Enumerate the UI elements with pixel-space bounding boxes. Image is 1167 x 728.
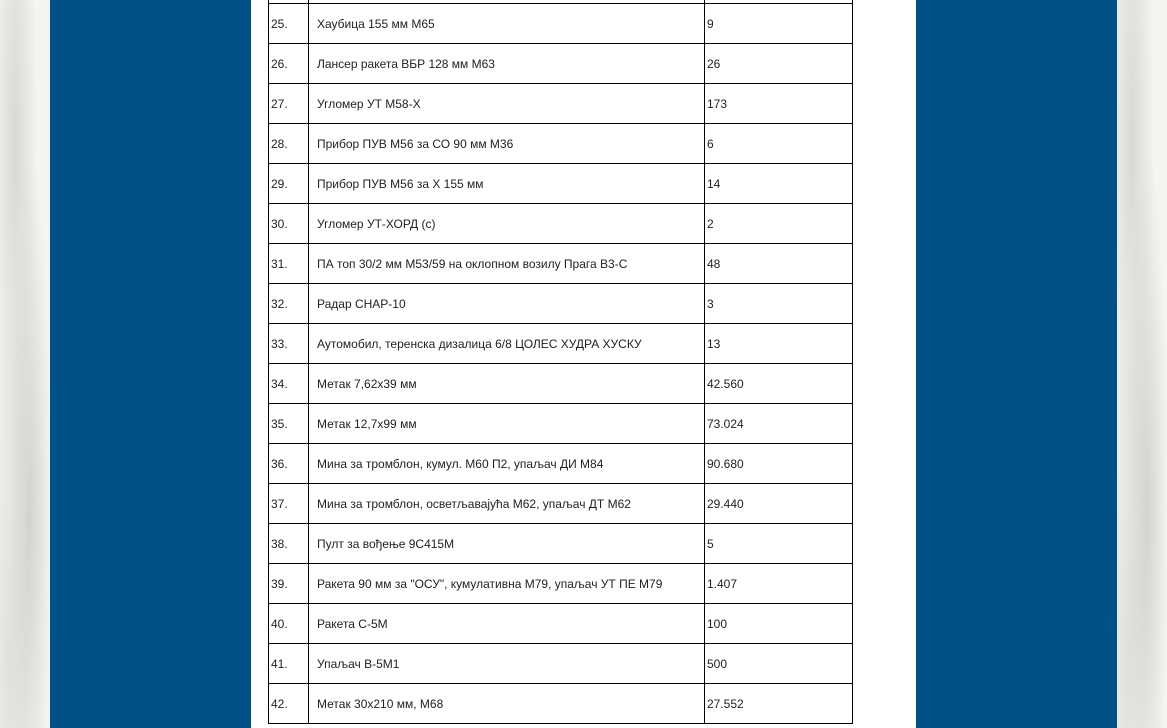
item-quantity: 73.024 <box>705 404 853 444</box>
item-quantity: 90.680 <box>705 444 853 484</box>
item-quantity: 5 <box>705 524 853 564</box>
item-quantity: 27.552 <box>705 684 853 724</box>
row-number: 29. <box>269 164 309 204</box>
table-row <box>269 684 853 724</box>
item-name: Метак 7,62х39 мм <box>309 364 705 404</box>
item-quantity: 2 <box>705 204 853 244</box>
row-number: 38. <box>269 524 309 564</box>
row-number: 39. <box>269 564 309 604</box>
table-row <box>269 324 853 364</box>
item-name: Мина за тромблон, кумул. М60 П2, упаљач ДИ М84 <box>309 444 705 484</box>
table-row <box>269 484 853 524</box>
item-name: Прибор ПУВ М56 за СО 90 мм М36 <box>309 124 705 164</box>
item-quantity: 42.560 <box>705 364 853 404</box>
item-name: Ракета 90 мм за "ОСУ", кумулативна М79, упаљач УТ ПЕ М79 <box>309 564 705 604</box>
table-row <box>269 524 853 564</box>
item-name: Лансер ракета ВБР 128 мм М63 <box>309 44 705 84</box>
item-quantity: 6 <box>705 124 853 164</box>
item-quantity: 9 <box>705 4 853 44</box>
item-quantity: 100 <box>705 604 853 644</box>
table-row <box>269 124 853 164</box>
row-number: 25. <box>269 4 309 44</box>
item-name: Радар СНАР-10 <box>309 284 705 324</box>
background-decoration-left <box>0 0 50 728</box>
item-quantity: 173 <box>705 84 853 124</box>
item-name: Упаљач В-5М1 <box>309 644 705 684</box>
row-number: 32. <box>269 284 309 324</box>
item-quantity: 14 <box>705 164 853 204</box>
item-quantity: 26 <box>705 44 853 84</box>
item-name: Прибор ПУВ М56 за Х 155 мм <box>309 164 705 204</box>
background-decoration-right <box>1117 0 1167 728</box>
table-row <box>269 404 853 444</box>
row-number: 35. <box>269 404 309 444</box>
item-name: Пулт за вођење 9С415М <box>309 524 705 564</box>
table-row <box>269 364 853 404</box>
item-name: ПА топ 30/2 мм М53/59 на оклопном возилу Прага В3-С <box>309 244 705 284</box>
row-number: 27. <box>269 84 309 124</box>
row-number: 31. <box>269 244 309 284</box>
row-number: 33. <box>269 324 309 364</box>
row-number: 26. <box>269 44 309 84</box>
row-number: 34. <box>269 364 309 404</box>
item-name: Метак 30х210 мм, М68 <box>309 684 705 724</box>
item-name: Угломер УТ М58-Х <box>309 84 705 124</box>
item-quantity: 29.440 <box>705 484 853 524</box>
row-number: 40. <box>269 604 309 644</box>
item-quantity: 13 <box>705 324 853 364</box>
table-row <box>269 564 853 604</box>
table-row <box>269 4 853 44</box>
inventory-table <box>268 0 853 724</box>
row-number: 30. <box>269 204 309 244</box>
table-row <box>269 44 853 84</box>
table-row <box>269 644 853 684</box>
row-number: 37. <box>269 484 309 524</box>
table-row <box>269 164 853 204</box>
item-name: Аутомобил, теренска дизалица 6/8 ЦОЛЕС ХУДРА ХУСКУ <box>309 324 705 364</box>
item-quantity: 3 <box>705 284 853 324</box>
table-row <box>269 604 853 644</box>
item-name: Ракета С-5М <box>309 604 705 644</box>
item-name: Угломер УТ-ХОРД (с) <box>309 204 705 244</box>
table-row <box>269 84 853 124</box>
table-row <box>269 284 853 324</box>
row-number: 36. <box>269 444 309 484</box>
table-row <box>269 244 853 284</box>
item-name: Хаубица 155 мм М65 <box>309 4 705 44</box>
item-quantity: 500 <box>705 644 853 684</box>
item-quantity: 1.407 <box>705 564 853 604</box>
item-quantity: 48 <box>705 244 853 284</box>
row-number: 42. <box>269 684 309 724</box>
table-row <box>269 444 853 484</box>
item-name: Мина за тромблон, осветљавајућа М62, упаљач ДТ М62 <box>309 484 705 524</box>
item-name: Метак 12,7х99 мм <box>309 404 705 444</box>
row-number: 28. <box>269 124 309 164</box>
row-number: 41. <box>269 644 309 684</box>
table-row <box>269 204 853 244</box>
